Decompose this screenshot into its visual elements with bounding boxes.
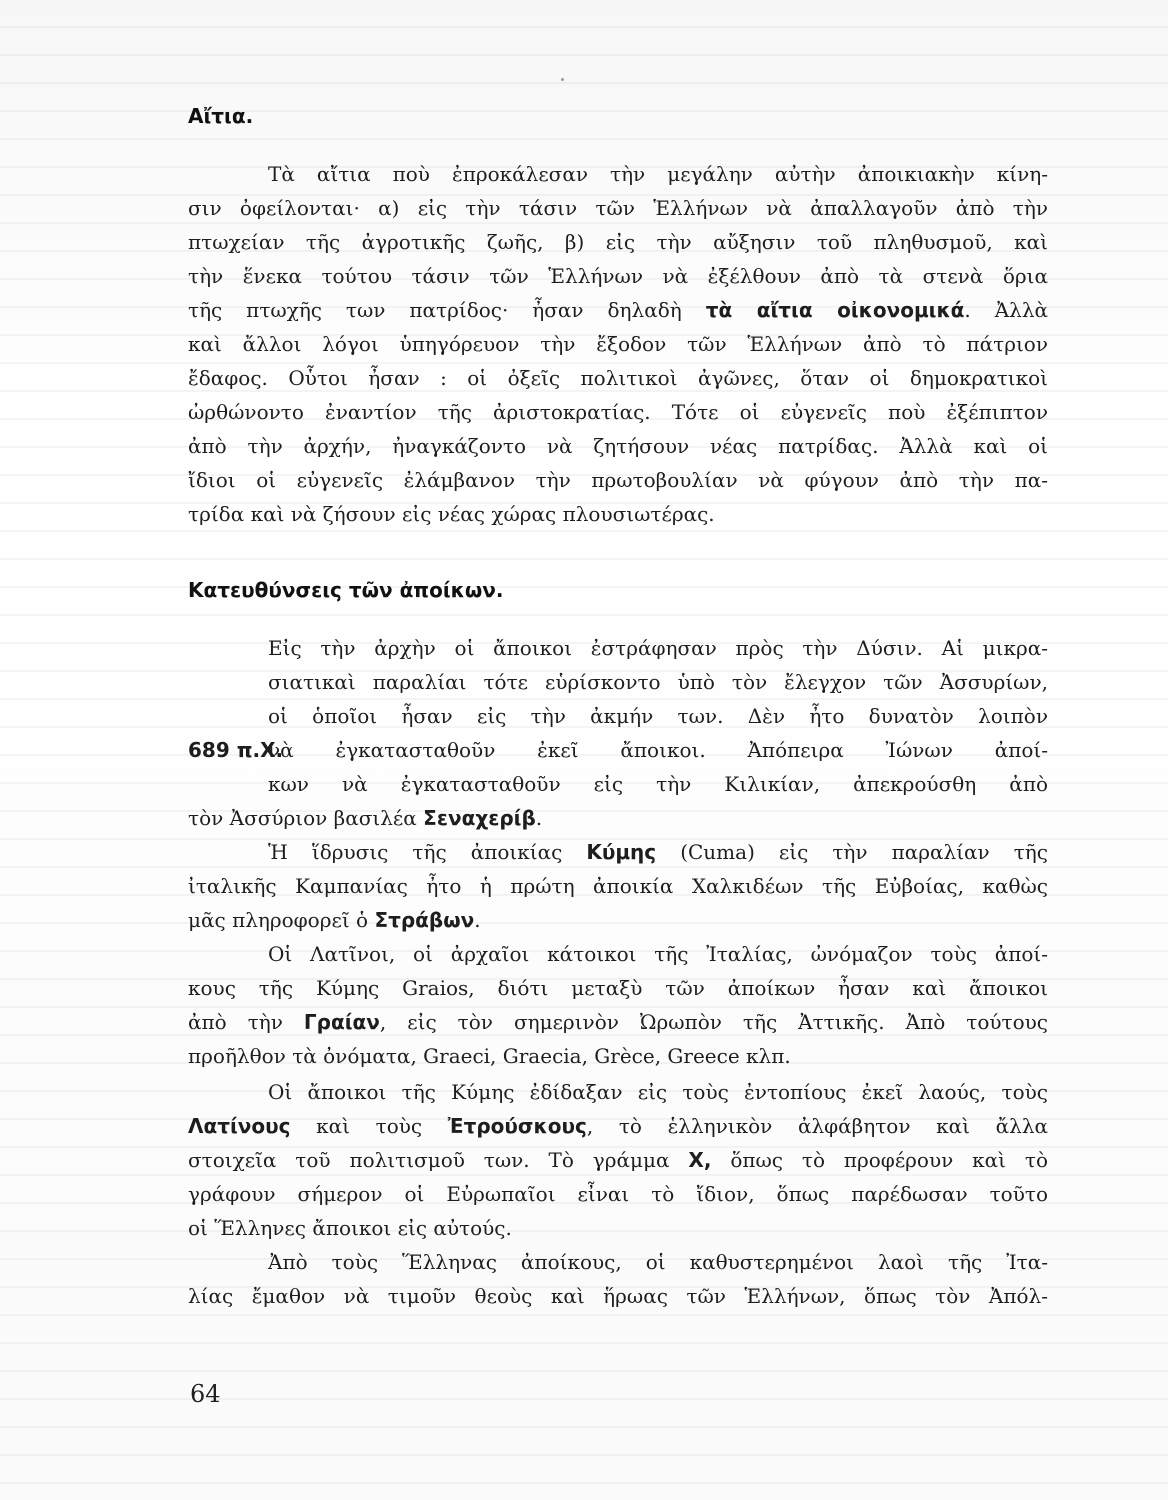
- bold-term: Στράβων: [374, 908, 475, 932]
- text-span: μᾶς πληροφορεῖ ὁ: [188, 908, 375, 932]
- text-span: , εἰς τὸν σημερινὸν Ὠρωπὸν τῆς Ἀττικῆς. Ἀπὸ τούτους: [379, 1010, 1048, 1034]
- text-line: [188, 1148, 1048, 1172]
- text-line: τὴν ἕνεκα τούτου τάσιν τῶν Ἑλλήνων νὰ ἐξέλθουν ἀπὸ τὰ στενὰ ὅρια: [188, 264, 1048, 288]
- text-line: [188, 806, 1048, 830]
- text-line: [188, 1010, 1048, 1034]
- text-span: καὶ τοὺς: [290, 1114, 448, 1138]
- bold-term: Σεναχερίβ: [423, 806, 536, 830]
- text-line: οἱ Ἕλληνες ἄποικοι εἰς αὐτούς.: [188, 1216, 512, 1240]
- text-line: καὶ ἄλλοι λόγοι ὑπηγόρευον τὴν ἔξοδον τῶν Ἑλλήνων ἀπὸ τὸ πάτριον: [188, 332, 1048, 356]
- bold-term: Ἐτρούσκους: [447, 1114, 587, 1138]
- text-span: Ἡ ἵδρυσις τῆς ἀποικίας: [268, 840, 587, 864]
- text-line: οἱ ὁποῖοι ἦσαν εἰς τὴν ἀκμήν των. Δὲν ἦτο δυνατὸν λοιπὸν: [268, 704, 1048, 728]
- text-line: προῆλθον τὰ ὀνόματα, Graeci, Graecia, Grèce, Greece κλπ.: [188, 1044, 791, 1068]
- text-line: ἀπὸ τὴν ἀρχήν, ἠναγκάζοντο νὰ ζητήσουν νέας πατρίδας. Ἀλλὰ καὶ οἱ: [188, 434, 1048, 458]
- speck: [561, 78, 564, 81]
- bold-term: Κύμης: [586, 840, 657, 864]
- text-line: τρίδα καὶ νὰ ζήσουν εἰς νέας χώρας πλουσιωτέρας.: [188, 502, 715, 526]
- margin-date: 689 π.Χ.: [188, 738, 284, 762]
- text-line: Τὰ αἴτια ποὺ ἐπροκάλεσαν τὴν μεγάλην αὐτὴν ἀποικιακὴν κίνη-: [268, 162, 1048, 186]
- text-span: στοιχεῖα τοῦ πολιτισμοῦ των. Τὸ γράμμα: [188, 1148, 689, 1172]
- text-span: (Cuma) εἰς τὴν παραλίαν τῆς: [656, 840, 1048, 864]
- text-line: σιατικαὶ παραλίαι τότε εὑρίσκοντο ὑπὸ τὸν ἔλεγχον τῶν Ἀσσυρίων,: [268, 670, 1048, 694]
- text-line: πτωχείαν τῆς ἀγροτικῆς ζωῆς, β) εἰς τὴν αὔξησιν τοῦ πληθυσμοῦ, καὶ: [188, 230, 1048, 254]
- text-line: Οἱ Λατῖνοι, οἱ ἀρχαῖοι κάτοικοι τῆς Ἰταλίας, ὠνόμαζον τοὺς ἀποί-: [268, 942, 1048, 966]
- text-line: ἔδαφος. Οὗτοι ἦσαν : οἱ ὀξεῖς πολιτικοὶ ἀγῶνες, ὅταν οἱ δημοκρατικοὶ: [188, 366, 1048, 390]
- text-span: .: [474, 908, 481, 932]
- text-line: [188, 908, 1048, 932]
- text-line: ἴδιοι οἱ εὐγενεῖς ἐλάμβανον τὴν πρωτοβουλίαν νὰ φύγουν ἀπὸ τὴν πα-: [188, 468, 1048, 492]
- text-span: .: [535, 806, 543, 830]
- text-line: ὠρθώνοντο ἐναντίον τῆς ἀριστοκρατίας. Τότε οἱ εὐγενεῖς ποὺ ἐξέπιπτον: [188, 400, 1048, 424]
- text-line: λίας ἔμαθον νὰ τιμοῦν θεοὺς καὶ ἥρωας τῶν Ἑλλήνων, ὅπως τὸν Ἀπόλ-: [188, 1284, 1048, 1308]
- text-span: τῆς πτωχῆς των πατρίδος· ἦσαν δηλαδὴ: [188, 298, 706, 322]
- bold-term: Γραίαν: [303, 1010, 380, 1034]
- text-span: τὸν Ἀσσύριον βασιλέα: [188, 806, 424, 830]
- section-heading-causes: Αἴτια.: [188, 104, 254, 128]
- text-line: Εἰς τὴν ἀρχὴν οἱ ἄποικοι ἐστράφησαν πρὸς τὴν Δύσιν. Αἱ μικρα-: [268, 636, 1048, 660]
- text-line: Ἀπὸ τοὺς Ἕλληνας ἀποίκους, οἱ καθυστερημένοι λαοὶ τῆς Ἰτα-: [268, 1250, 1048, 1274]
- text-line: Οἱ ἄποικοι τῆς Κύμης ἐδίδαξαν εἰς τοὺς ἐντοπίους ἐκεῖ λαούς, τοὺς: [268, 1080, 1048, 1104]
- section-heading-directions: Κατευθύνσεις τῶν ἀποίκων.: [188, 578, 504, 602]
- bold-term: Χ,: [688, 1148, 712, 1172]
- text-line: [188, 1114, 1048, 1138]
- bold-term: τὰ αἴτια οἰκονομικά: [705, 298, 965, 322]
- text-span: ἀπὸ τὴν: [188, 1010, 304, 1034]
- text-line: νὰ ἐγκατασταθοῦν ἐκεῖ ἄποικοι. Ἀπόπειρα Ἰώνων ἀποί-: [268, 738, 1048, 762]
- text-line: γράφουν σήμερον οἱ Εὐρωπαῖοι εἶναι τὸ ἴδιον, ὅπως παρέδωσαν τοῦτο: [188, 1182, 1048, 1206]
- text-line: σιν ὀφείλονται· α) εἰς τὴν τάσιν τῶν Ἑλλήνων νὰ ἀπαλλαγοῦν ἀπὸ τὴν: [188, 196, 1048, 220]
- text-span: , τὸ ἑλληνικὸν ἀλφάβητον καὶ ἄλλα: [586, 1114, 1048, 1138]
- text-line: [188, 298, 1048, 322]
- page-number: 64: [190, 1380, 221, 1408]
- text-line: [268, 840, 1048, 864]
- text-line: κων νὰ ἐγκατασταθοῦν εἰς τὴν Κιλικίαν, ἀπεκρούσθη ἀπὸ: [268, 772, 1048, 796]
- text-line: ἰταλικῆς Καμπανίας ἦτο ἡ πρώτη ἀποικία Χαλκιδέων τῆς Εὐβοίας, καθὼς: [188, 874, 1048, 898]
- text-span: . Ἀλλὰ: [964, 298, 1048, 322]
- text-line: κους τῆς Κύμης Graios, διότι μεταξὺ τῶν ἀποίκων ἦσαν καὶ ἄποικοι: [188, 976, 1048, 1000]
- text-span: ὅπως τὸ προφέρουν καὶ τὸ: [711, 1148, 1048, 1172]
- bold-term: Λατίνους: [188, 1114, 291, 1138]
